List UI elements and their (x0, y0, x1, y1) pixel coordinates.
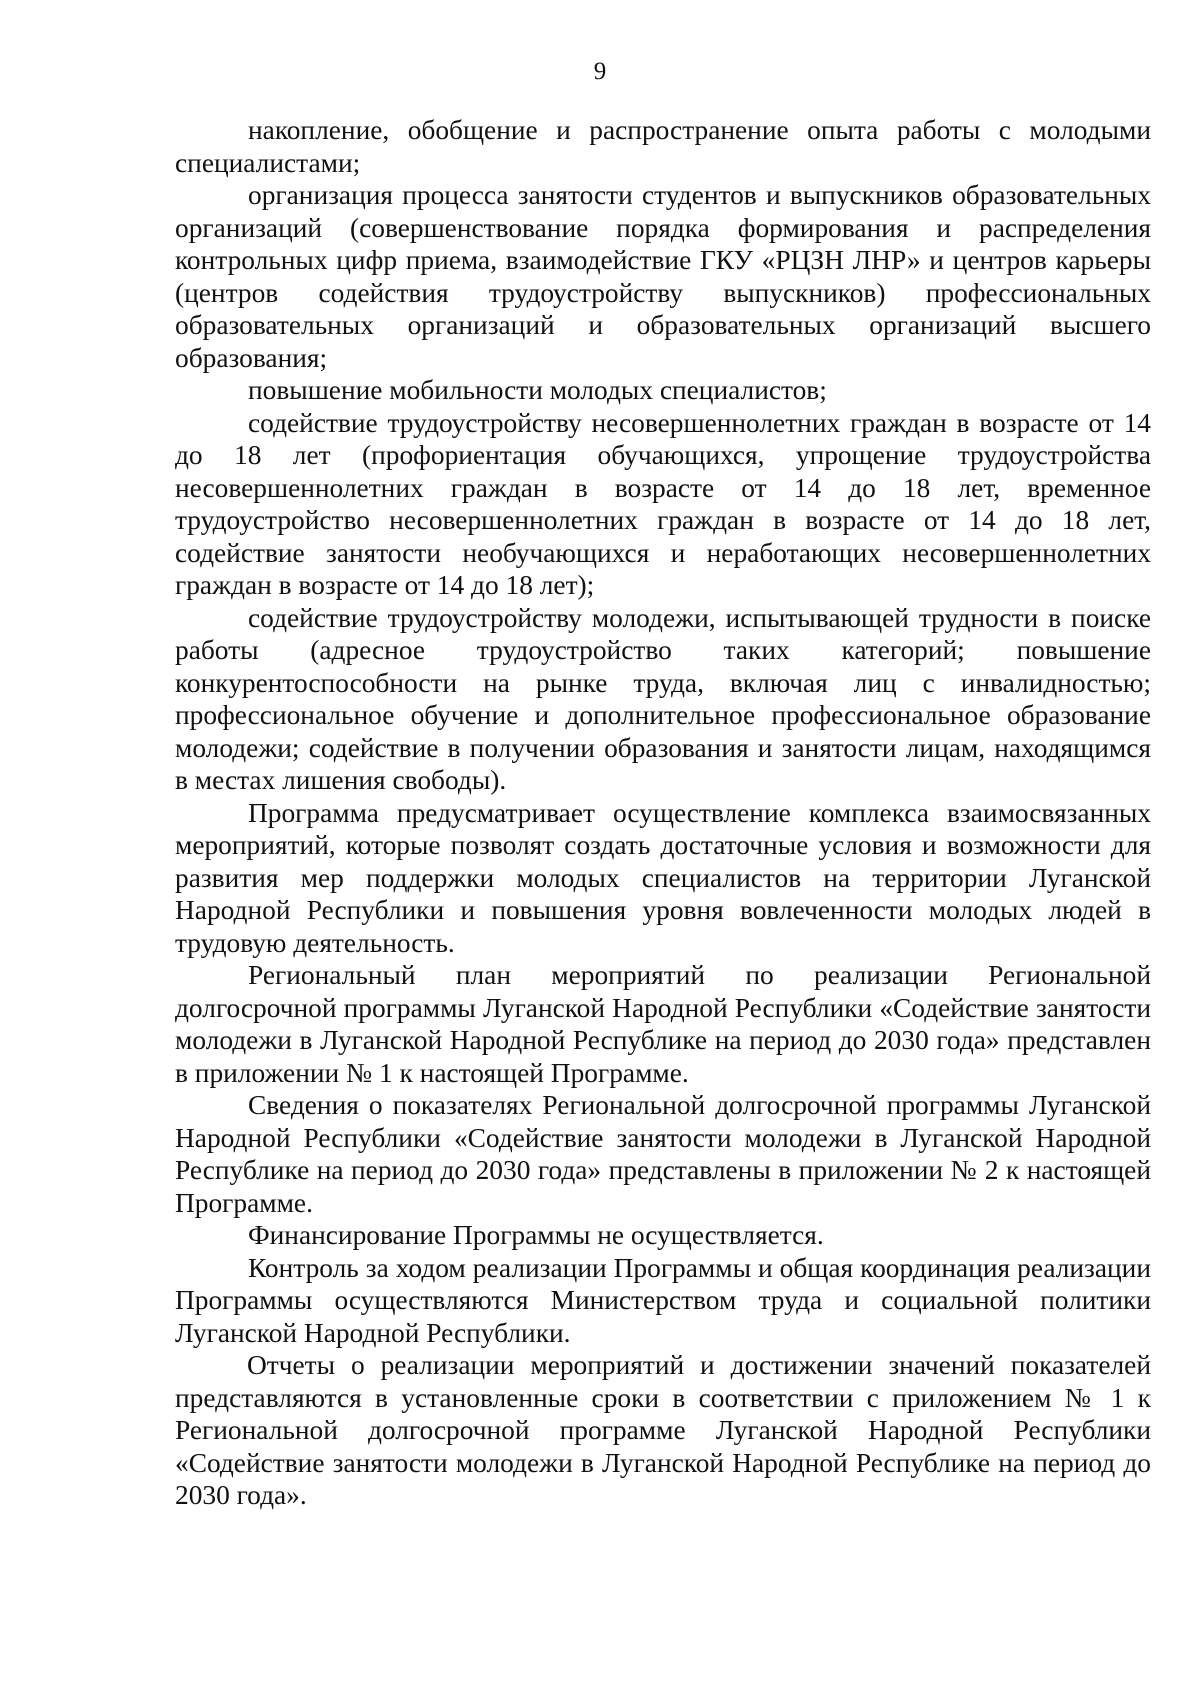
paragraph-minors-employment: содействие трудоустройству несовершеннолетних граждан в возрасте от 14 до 18 лет (профориентация обучающихся, упрощение трудоустройства несовершеннолетних граждан в возрасте от 14 до 18 лет, временное трудоустройство несовершеннолетних граждан в возрасте от 14 до 18 лет, содействие занятости необучающихся и неработающих несовершеннолетних граждан в возрасте от 14 до 18 лет); (175, 407, 1151, 600)
paragraph-control: Контроль за ходом реализации Программы и общая координация реализации Программы осуществляются Министерством труда и социальной политики Луганской Народной Республики. (175, 1252, 1151, 1348)
paragraph-youth-difficulties: содействие трудоустройству молодежи, испытывающей трудности в поиске работы (адресное трудоустройство таких категорий; повышение конкурентоспособности на рынке труда, включая лиц с инвалидностью; профессиональное обучение и дополнительное профессиональное образование молодежи; содействие в получении образования и занятости лицам, находящимся в местах лишения свободы). (175, 602, 1151, 795)
paragraph-indicators: Сведения о показателях Региональной долгосрочной программы Луганской Народной Республики «Содействие занятости молодежи в Луганской Народной Республике на период до 2030 года» представлены в приложении № 2 к настоящей Программе. (175, 1090, 1151, 1218)
page-number: 9 (593, 58, 607, 85)
paragraph-program-measures: Программа предусматривает осуществление комплекса взаимосвязанных мероприятий, которые позволят создать достаточные условия и возможности для развития мер поддержки молодых специалистов на территории Луганской Народной Республики и повышения уровня вовлеченности молодых людей в трудовую деятельность. (175, 797, 1151, 958)
document-body (175, 114, 1151, 1512)
paragraph-financing: Финансирование Программы не осуществляется. (248, 1220, 824, 1250)
paragraph-experience-sharing: накопление, обобщение и распространение опыта работы с молодыми специалистами; (175, 115, 1151, 178)
paragraph-regional-plan: Региональный план мероприятий по реализации Региональной долгосрочной программы Луганской Народной Республики «Содействие занятости молодежи в Луганской Народной Республике на период до 2030 года» представлен в приложении № 1 к настоящей Программе. (175, 960, 1151, 1088)
paragraph-mobility: повышение мобильности молодых специалистов; (248, 375, 827, 405)
paragraph-student-employment: организация процесса занятости студентов и выпускников образовательных организаций (совершенствование порядка формирования и распределения контрольных цифр приема, взаимодействие ГКУ «РЦЗН ЛНР» и центров карьеры (центров содействия трудоустройству выпускников) профессиональных образовательных организаций и образовательных организаций высшего образования; (175, 180, 1151, 373)
paragraph-reports: Отчеты о реализации мероприятий и достижении значений показателей представляются в установленные сроки в соответствии с приложением № 1 к Региональной долгосрочной программе Луганской Народной Республики «Содействие занятости молодежи в Луганской Народной Республике на период до 2030 года». (175, 1350, 1151, 1510)
